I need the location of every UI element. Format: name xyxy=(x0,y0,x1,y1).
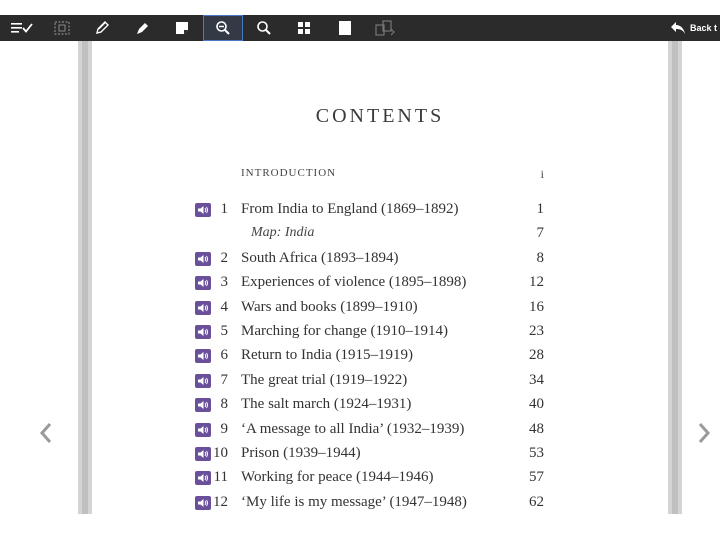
audio-play-button[interactable] xyxy=(195,349,211,363)
toc-chapter-title: Return to India (1915–1919) xyxy=(241,347,414,364)
speaker-icon xyxy=(197,278,209,288)
toc-page-number: 57 xyxy=(529,469,544,486)
toc-map-title: Map: India xyxy=(251,225,315,241)
toc-page-number: 34 xyxy=(529,371,544,388)
select-region-button[interactable] xyxy=(42,15,82,41)
sticky-note-icon xyxy=(175,21,189,35)
toc-page-number: 23 xyxy=(529,323,544,339)
zoom-in-icon xyxy=(256,20,272,36)
page-edge-left xyxy=(82,41,88,514)
zoom-in-button[interactable] xyxy=(244,15,284,41)
checklist-button[interactable] xyxy=(2,15,42,41)
chevron-left-icon xyxy=(39,422,53,444)
toc-chapter-number: 6 xyxy=(220,347,228,364)
zoom-out-button[interactable] xyxy=(203,15,243,41)
speaker-icon xyxy=(197,205,209,215)
back-arrow-icon xyxy=(670,21,686,35)
toc-entry[interactable] xyxy=(92,372,668,392)
toc-entry[interactable] xyxy=(92,347,668,367)
page-title: CONTENTS xyxy=(315,105,445,127)
pencil-icon xyxy=(94,20,110,36)
audio-play-button[interactable] xyxy=(195,325,211,339)
grid-view-button[interactable] xyxy=(284,15,324,41)
audio-play-button[interactable] xyxy=(195,203,211,217)
speaker-icon xyxy=(197,473,209,483)
dual-page-icon xyxy=(374,20,396,36)
toc-page-number: 40 xyxy=(529,396,544,413)
checklist-icon xyxy=(10,21,34,35)
toc-chapter-number: 5 xyxy=(220,323,228,339)
speaker-icon xyxy=(197,376,209,386)
toc-chapter-title: ‘My life is my message’ (1947–1948) xyxy=(241,493,467,510)
toc-chapter-title: Prison (1939–1944) xyxy=(241,445,361,461)
page-edge-right xyxy=(672,41,678,514)
toc-chapter-number: 12 xyxy=(213,493,228,510)
toc-entry[interactable] xyxy=(92,274,668,294)
toc-chapter-number: 1 xyxy=(220,201,228,217)
speaker-icon xyxy=(197,498,209,508)
sticky-note-button[interactable] xyxy=(162,15,202,41)
toc-chapter-title: ‘A message to all India’ (1932–1939) xyxy=(241,420,465,437)
back-label: Back t xyxy=(690,23,718,33)
toc-chapter-title: The great trial (1919–1922) xyxy=(241,371,408,388)
toc-chapter-title: The salt march (1924–1931) xyxy=(241,396,412,413)
toc-entry[interactable] xyxy=(92,421,668,441)
audio-play-button[interactable] xyxy=(195,471,211,485)
back-button[interactable] xyxy=(670,15,720,41)
toc-chapter-number: 8 xyxy=(220,396,228,413)
toolbar xyxy=(0,15,720,41)
highlighter-icon xyxy=(134,20,150,36)
next-page-button[interactable] xyxy=(694,420,714,446)
toc-entry[interactable] xyxy=(92,323,668,343)
toc-page-number: 48 xyxy=(529,420,544,437)
speaker-icon xyxy=(197,449,209,459)
grid-view-icon xyxy=(297,21,311,35)
toc-page-number: 8 xyxy=(536,249,544,266)
toc-entry[interactable] xyxy=(92,494,668,514)
single-page-icon xyxy=(338,20,352,36)
toc-chapter-number: 4 xyxy=(220,298,228,315)
toc-chapter-number: 10 xyxy=(213,445,228,461)
speaker-icon xyxy=(197,327,209,337)
audio-play-button[interactable] xyxy=(195,252,211,266)
book-page xyxy=(92,41,668,514)
toc-chapter-title: Experiences of violence (1895–1898) xyxy=(241,274,467,291)
toc-chapter-title: South Africa (1893–1894) xyxy=(241,249,399,266)
intro-page-number: i xyxy=(540,167,544,181)
audio-play-button[interactable] xyxy=(195,398,211,412)
single-page-button[interactable] xyxy=(325,15,365,41)
speaker-icon xyxy=(197,425,209,435)
prev-page-button[interactable] xyxy=(36,420,56,446)
toc-entry[interactable] xyxy=(92,299,668,319)
toc-chapter-number: 11 xyxy=(213,469,228,486)
toc-page-number: 16 xyxy=(529,298,544,315)
toc-entry[interactable] xyxy=(92,201,668,221)
pencil-button[interactable] xyxy=(82,15,122,41)
toc-page-number: 12 xyxy=(529,274,544,291)
speaker-icon xyxy=(197,400,209,410)
toc-entry[interactable] xyxy=(92,225,668,245)
audio-play-button[interactable] xyxy=(195,423,211,437)
toc-entry[interactable] xyxy=(92,250,668,270)
toc-chapter-title: From India to England (1869–1892) xyxy=(241,201,459,217)
dual-page-button[interactable] xyxy=(365,15,405,41)
toc-page-number: 62 xyxy=(529,493,544,510)
toc-page-number: 53 xyxy=(529,445,544,461)
toc-entry[interactable] xyxy=(92,469,668,489)
toc-page-number: 1 xyxy=(536,201,544,217)
toc-page-number: 7 xyxy=(536,225,544,242)
toc-entry[interactable] xyxy=(92,396,668,416)
audio-play-button[interactable] xyxy=(195,447,211,461)
intro-label: INTRODUCTION xyxy=(241,167,337,179)
chevron-right-icon xyxy=(697,422,711,444)
speaker-icon xyxy=(197,254,209,264)
toc-chapter-number: 2 xyxy=(220,249,228,266)
toc-chapter-title: Marching for change (1910–1914) xyxy=(241,323,449,339)
zoom-out-icon xyxy=(215,20,231,36)
toc-page-number: 28 xyxy=(529,347,544,364)
toc-chapter-title: Working for peace (1944–1946) xyxy=(241,469,434,486)
select-region-icon xyxy=(53,20,71,36)
speaker-icon xyxy=(197,303,209,313)
highlighter-button[interactable] xyxy=(122,15,162,41)
toc-chapter-title: Wars and books (1899–1910) xyxy=(241,298,418,315)
toc-chapter-number: 3 xyxy=(220,274,228,291)
toc-chapter-number: 9 xyxy=(220,420,228,437)
audio-play-button[interactable] xyxy=(195,496,211,510)
page-frame xyxy=(78,41,682,514)
toc-chapter-number: 7 xyxy=(220,371,228,388)
audio-play-button[interactable] xyxy=(195,301,211,315)
toc-entry[interactable] xyxy=(92,445,668,465)
speaker-icon xyxy=(197,351,209,361)
audio-play-button[interactable] xyxy=(195,374,211,388)
audio-play-button[interactable] xyxy=(195,276,211,290)
